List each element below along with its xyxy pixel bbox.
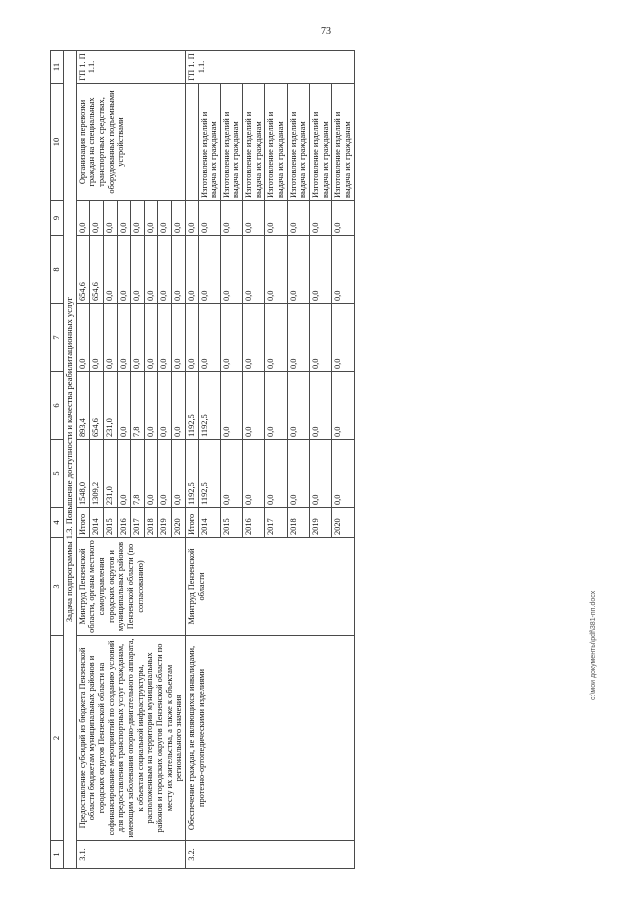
col-num-6: 6: [51, 372, 64, 440]
local-budget-value: 0,0: [158, 236, 172, 304]
program-code: ГП 1. П 1.1.: [185, 51, 354, 84]
total-value: 231,0: [103, 440, 117, 508]
expected-result: Изготовление изделий и выдача их гражданам: [310, 84, 332, 201]
expected-result: [185, 84, 198, 201]
regional-budget-value: 1192,5: [185, 372, 198, 440]
regional-budget-value: 0,0: [117, 372, 131, 440]
other-sources-value: 0,0: [117, 201, 131, 236]
total-value: 1192,5: [185, 440, 198, 508]
col-num-9: 9: [51, 201, 64, 236]
total-value: 0,0: [265, 440, 287, 508]
local-budget-value: 0,0: [243, 236, 265, 304]
total-value: 7,8: [131, 440, 145, 508]
federal-budget-value: 0,0: [332, 304, 354, 372]
measure-name: Обеспечение граждан, не являющихся инвалидами, протезно-ортопедическими изделиями: [185, 636, 354, 841]
total-value: 0,0: [243, 440, 265, 508]
federal-budget-value: 0,0: [265, 304, 287, 372]
regional-budget-value: 231,0: [103, 372, 117, 440]
year-cell: 2019: [158, 508, 172, 538]
expected-result: Изготовление изделий и выдача их гражданам: [265, 84, 287, 201]
local-budget-value: 654,6: [90, 236, 104, 304]
total-value: 0,0: [332, 440, 354, 508]
regional-budget-value: 0,0: [158, 372, 172, 440]
other-sources-value: 0,0: [198, 201, 220, 236]
other-sources-value: 0,0: [243, 201, 265, 236]
task-title: Задача подпрограммы 1.3. Повышение доступности и качества реабилитационных услуг: [63, 51, 76, 869]
total-value: 0,0: [117, 440, 131, 508]
regional-budget-value: 0,0: [265, 372, 287, 440]
other-sources-value: 0,0: [158, 201, 172, 236]
other-sources-value: 0,0: [144, 201, 158, 236]
col-num-3: 3: [51, 538, 64, 636]
local-budget-value: 0,0: [265, 236, 287, 304]
other-sources-value: 0,0: [265, 201, 287, 236]
year-cell: 2014: [198, 508, 220, 538]
expected-result: Изготовление изделий и выдача их гражданам: [243, 84, 265, 201]
total-value: 1309,2: [90, 440, 104, 508]
other-sources-value: 0,0: [103, 201, 117, 236]
local-budget-value: 0,0: [287, 236, 309, 304]
col-num-2: 2: [51, 636, 64, 841]
program-table: [50, 50, 355, 869]
table-row: [76, 51, 90, 869]
year-cell: 2019: [310, 508, 332, 538]
other-sources-value: 0,0: [90, 201, 104, 236]
federal-budget-value: 0,0: [220, 304, 242, 372]
year-cell: Итого: [76, 508, 90, 538]
expected-result: Изготовление изделий и выдача их гражданам: [287, 84, 309, 201]
regional-budget-value: 0,0: [243, 372, 265, 440]
col-num-5: 5: [51, 440, 64, 508]
federal-budget-value: 0,0: [287, 304, 309, 372]
federal-budget-value: 0,0: [90, 304, 104, 372]
other-sources-value: 0,0: [310, 201, 332, 236]
regional-budget-value: 0,0: [172, 372, 186, 440]
regional-budget-value: 1192,5: [198, 372, 220, 440]
total-value: 0,0: [172, 440, 186, 508]
regional-budget-value: 7,8: [131, 372, 145, 440]
federal-budget-value: 0,0: [310, 304, 332, 372]
federal-budget-value: 0,0: [172, 304, 186, 372]
expected-result: Организация перевозки граждан на специальных транспортных средствах, оборудованных подъемными устройствами: [76, 84, 185, 201]
federal-budget-value: 0,0: [103, 304, 117, 372]
col-num-11: 11: [51, 51, 64, 84]
year-cell: 2017: [265, 508, 287, 538]
federal-budget-value: 0,0: [243, 304, 265, 372]
year-cell: Итого: [185, 508, 198, 538]
year-cell: 2014: [90, 508, 104, 538]
local-budget-value: 0,0: [332, 236, 354, 304]
executor: Минтруд Пензенской области, органы местного самоуправления городских округов и муниципальных районов Пензенской области (по согласованию): [76, 538, 185, 636]
federal-budget-value: 0,0: [131, 304, 145, 372]
col-num-1: 1: [51, 841, 64, 869]
column-number-row: [51, 51, 64, 869]
other-sources-value: 0,0: [131, 201, 145, 236]
year-cell: 2018: [144, 508, 158, 538]
year-cell: 2017: [131, 508, 145, 538]
other-sources-value: 0,0: [287, 201, 309, 236]
regional-budget-value: 0,0: [332, 372, 354, 440]
year-cell: 2020: [172, 508, 186, 538]
col-num-4: 4: [51, 508, 64, 538]
year-cell: 2020: [332, 508, 354, 538]
local-budget-value: 654,6: [76, 236, 90, 304]
federal-budget-value: 0,0: [76, 304, 90, 372]
total-value: 0,0: [287, 440, 309, 508]
year-cell: 2015: [220, 508, 242, 538]
total-value: 0,0: [144, 440, 158, 508]
local-budget-value: 0,0: [220, 236, 242, 304]
program-code: ГП 1. П 1.1.: [76, 51, 185, 84]
other-sources-value: 0,0: [220, 201, 242, 236]
regional-budget-value: 0,0: [144, 372, 158, 440]
regional-budget-value: 654,6: [90, 372, 104, 440]
local-budget-value: 0,0: [198, 236, 220, 304]
federal-budget-value: 0,0: [198, 304, 220, 372]
federal-budget-value: 0,0: [158, 304, 172, 372]
total-value: 1192,5: [198, 440, 220, 508]
total-value: 0,0: [310, 440, 332, 508]
expected-result: Изготовление изделий и выдача их гражданам: [332, 84, 354, 201]
col-num-7: 7: [51, 304, 64, 372]
measure-name: Предоставление субсидий из бюджета Пензенской области бюджетам муниципальных районов и городских округов Пензенской области на софинансирование мероприятий по созданию условий для предоставления транспортных услуг гражданам, имеющим заболевания опорно-двигательного аппарата, к объектам социальной инфраструктуры, расположенным на территории муниципальных районов и городских округов Пензенской области по месту их жительства, а также к объектам регионального значения: [76, 636, 185, 841]
other-sources-value: 0,0: [76, 201, 90, 236]
local-budget-value: 0,0: [172, 236, 186, 304]
year-cell: 2016: [117, 508, 131, 538]
table-row: [185, 51, 198, 869]
other-sources-value: 0,0: [185, 201, 198, 236]
footer-file-path: c:\мои документы\pdf\381-пп.docx: [590, 590, 597, 700]
year-cell: 2018: [287, 508, 309, 538]
local-budget-value: 0,0: [310, 236, 332, 304]
year-cell: 2016: [243, 508, 265, 538]
local-budget-value: 0,0: [117, 236, 131, 304]
other-sources-value: 0,0: [172, 201, 186, 236]
local-budget-value: 0,0: [185, 236, 198, 304]
col-num-8: 8: [51, 236, 64, 304]
executor: Минтруд Пензенской области: [185, 538, 354, 636]
federal-budget-value: 0,0: [185, 304, 198, 372]
regional-budget-value: 893,4: [76, 372, 90, 440]
other-sources-value: 0,0: [332, 201, 354, 236]
local-budget-value: 0,0: [103, 236, 117, 304]
expected-result: Изготовление изделий и выдача их гражданам: [198, 84, 220, 201]
row-number: 3.1.: [76, 841, 185, 869]
federal-budget-value: 0,0: [117, 304, 131, 372]
regional-budget-value: 0,0: [310, 372, 332, 440]
total-value: 0,0: [158, 440, 172, 508]
page-number: 73: [321, 26, 331, 37]
total-value: 1548,0: [76, 440, 90, 508]
local-budget-value: 0,0: [131, 236, 145, 304]
federal-budget-value: 0,0: [144, 304, 158, 372]
regional-budget-value: 0,0: [220, 372, 242, 440]
row-number: 3.2.: [185, 841, 354, 869]
regional-budget-value: 0,0: [287, 372, 309, 440]
col-num-10: 10: [51, 84, 64, 201]
local-budget-value: 0,0: [144, 236, 158, 304]
year-cell: 2015: [103, 508, 117, 538]
rotated-table-container: [50, 51, 590, 869]
expected-result: Изготовление изделий и выдача их гражданам: [220, 84, 242, 201]
total-value: 0,0: [220, 440, 242, 508]
task-title-row: [63, 51, 76, 869]
